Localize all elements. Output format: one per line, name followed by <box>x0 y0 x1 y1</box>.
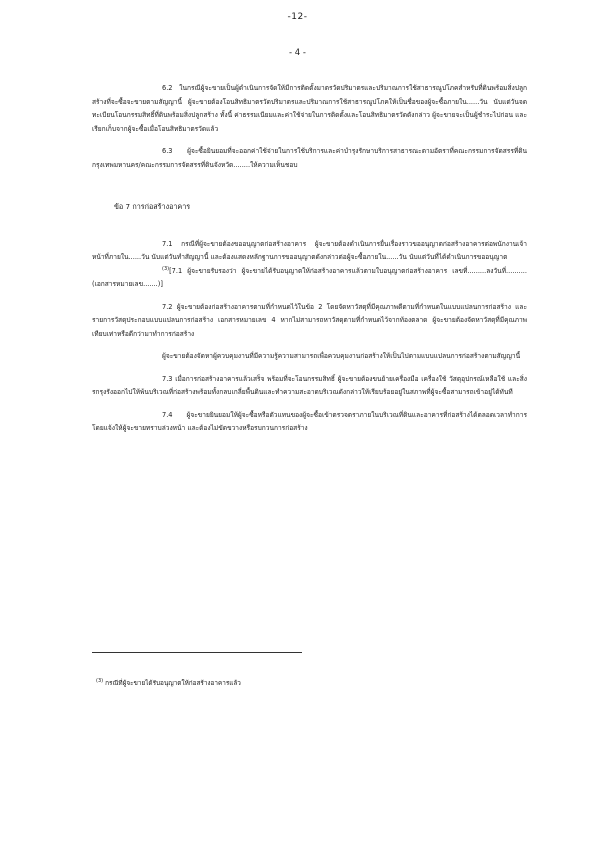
footnote-mark: (3) <box>96 677 104 684</box>
footnote-text: กรณีที่ผู้จะขายได้รับอนุญาตให้ก่อสร้างอาคารแล้ว <box>105 679 241 687</box>
clause-6-3: 6.3 ผู้จะซื้อยินยอมที่จะออกค่าใช้จ่ายในการใช้บริการและค่าบำรุงรักษาบริการสาธารณะตามอัตราที่คณะกรรมการจัดสรรที่ดินกรุงเทพมหานคร/คณะกรรมการจัดสรรที่ดินจังหวัด........ให้ความเห็นชอบ <box>92 147 527 169</box>
clause-7-1: 7.1 กรณีที่ผู้จะขายต้องขออนุญาตก่อสร้างอาคาร ผู้จะขายต้องดำเนินการยื่นเรื่องราวขออนุญาตก่อสร้างอาคารต่อพนักงานเจ้าหน้าที่ภายใน......วัน นับแต่วันทำสัญญานี้ และต้องแสดงหลักฐานการขออนุญาตดังกล่าวต่อผู้จะซื้อภายใน......วัน นับแต่วันที่ได้ดำเนินการขออนุญาต <box>92 239 527 261</box>
clause-7-2: 7.2 ผู้จะขายต้องก่อสร้างอาคารตามที่กำหนดไว้ในข้อ 2 โดยจัดหาวัสดุที่มีคุณภาพดีตามที่กำหนดในแบบแปลนการก่อสร้าง และรายการวัสดุประกอบแบบแปลนการก่อสร้าง เอกสารหมายเลข 4 หากไม่สามารถหาวัสดุตามที่กำหนดไว้จากท้องตลาด ผู้จะขายต้องจัดหาวัสดุที่มีคุณภาพเทียบเท่าหรือดีกว่ามาทำการก่อสร้าง <box>92 302 527 338</box>
clause-7-3: 7.3 เมื่อการก่อสร้างอาคารแล้วเสร็จ พร้อมที่จะโอนกรรมสิทธิ์ ผู้จะขายต้องขนย้ายเครื่องมือ เครื่องใช้ วัสดุอุปกรณ์เหลือใช้ และสิ่งรกรุงรังออกไปให้พ้นบริเวณที่ก่อสร้างพร้อมทั้งกลบเกลี่ยพื้นดินและทำความสะอาดบริเวณดังกล่าวให้เรียบร้อยอยู่ในสภาพที่ผู้จะซื้อสามารถเข้าอยู่ได้ทันที <box>92 374 527 396</box>
footnote <box>96 677 516 689</box>
section-heading-7: ข้อ 7 การก่อสร้างอาคาร <box>114 202 191 211</box>
page-number: -12- <box>287 12 308 22</box>
footnote-marker: (3) <box>162 265 170 272</box>
clause-7-1-alternative-text: [7.1 ผู้จะขายรับรองว่า ผู้จะขายได้รับอนุญาตให้ก่อสร้างอาคารแล้วตามใบอนุญาตก่อสร้างอาคาร เลขที่.........ลงวันที่..........(เอกสารหมายเลข.......)] <box>92 266 527 288</box>
footnote-divider <box>92 652 302 653</box>
sub-page-number: - 4 - <box>289 48 306 58</box>
clause-7-2-supervisor: ผู้จะขายต้องจัดหาผู้ควบคุมงานที่มีความรู้ความสามารถเพื่อควบคุมงานก่อสร้างให้เป็นไปตามแบบแปลนการก่อสร้างตามสัญญานี้ <box>162 352 521 360</box>
clause-7-4: 7.4 ผู้จะขายยินยอมให้ผู้จะซื้อหรือตัวแทนของผู้จะซื้อเข้าตรวจตราภายในบริเวณที่ดินและอาคารที่ก่อสร้างได้ตลอดเวลาทำการ โดยแจ้งให้ผู้จะขายทราบล่วงหน้า และต้องไม่ขัดขวางหรือรบกวนการก่อสร้าง <box>92 410 527 432</box>
clause-6-2: 6.2 ในกรณีผู้จะขายเป็นผู้ดำเนินการจัดให้มีการติดตั้งมาตรวัดปริมาตรและปริมาณการใช้สาธารณูปโภคสำหรับที่ดินพร้อมสิ่งปลูกสร้างที่จะซื้อจะขายตามสัญญานี้ ผู้จะขายต้องโอนสิทธิมาตรวัดปริมาตรและปริมาณการใช้สาธารณูปโภคให้เป็นชื่อของผู้จะซื้อภายใน......วัน นับแต่วันจดทะเบียนโอนกรรมสิทธิ์ที่ดินพร้อมสิ่งปลูกสร้าง ทั้งนี้ ค่าธรรมเนียมและค่าใช้จ่ายในการติดตั้งและโอนสิทธิมาตรวัดดังกล่าว ผู้จะขายจะเป็นผู้ชำระไปก่อน และเรียกเก็บจากผู้จะซื้อเมื่อโอนสิทธิมาตรวัดแล้ว <box>92 84 527 133</box>
clause-7-1-alternative <box>92 265 527 292</box>
document-body <box>92 82 527 436</box>
